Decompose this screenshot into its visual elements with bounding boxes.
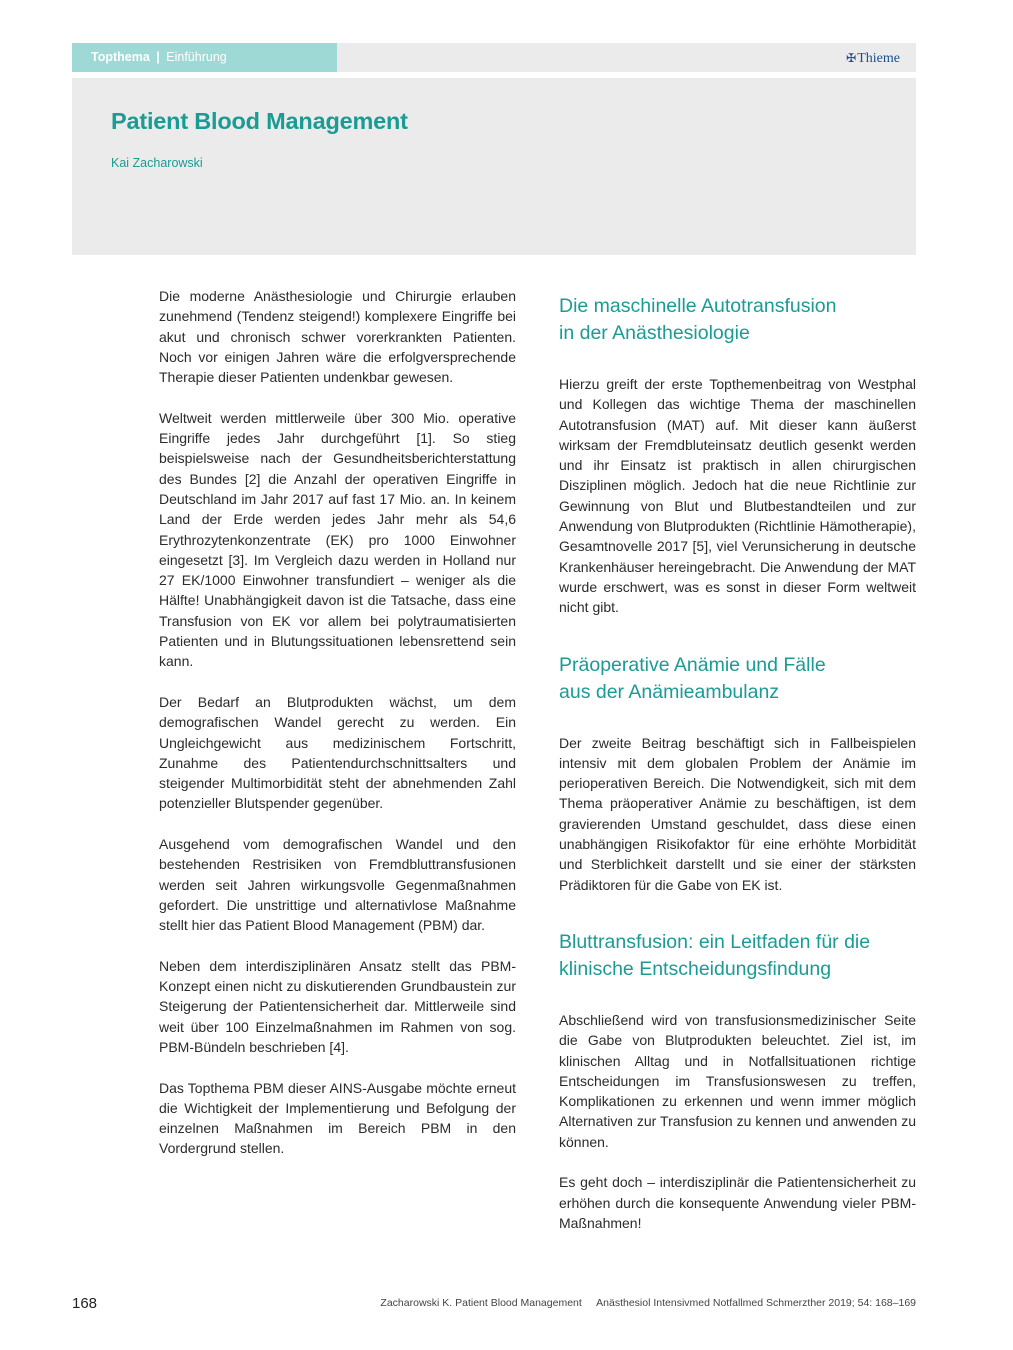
left-column xyxy=(159,286,516,1179)
citation-journal: Anästhesiol Intensivmed Notfallmed Schmerzther 2019; 54: 168–169 xyxy=(596,1297,916,1309)
section-label: Topthema xyxy=(91,50,150,64)
paragraph: Das Topthema PBM dieser AINS-Ausgabe möchte erneut die Wichtigkeit der Implementierung und Befolgung der einzelnen Maßnahmen im Bereich PBM in den Vordergrund stellen. xyxy=(159,1079,516,1157)
paragraph: Die moderne Anästhesiologie und Chirurgie erlauben zunehmend (Tendenz steigend!) komplexere Eingriffe bei akut und chronisch schwer vorerkrankten Patienten. Noch vor einigen Jahren wäre die erfolgversprechende Therapie dieser Patienten undenkbar gewesen. xyxy=(159,288,516,386)
article-title: Patient Blood Management xyxy=(111,108,408,134)
section-sublabel: Einführung xyxy=(166,50,227,64)
publisher-name: Thieme xyxy=(857,51,900,66)
section-separator: | xyxy=(156,50,160,64)
paragraph: Ausgehend vom demografischen Wandel und den bestehenden Restrisiken von Fremdbluttransfusionen werden seit Jahren wirkungsvolle Gegenmaßnahmen gefordert. Die unstrittige und alternativlose Maßnahme stellt hier das Patient Blood Management (PBM) dar. xyxy=(159,836,516,934)
paragraph: Weltweit werden mittlerweile über 300 Mio. operative Eingriffe jedes Jahr durchgeführt [1]. So stieg beispielsweise nach der Gesundheitsberichterstattung des Bundes [2] die Anzahl der operativen Eingriffe in Deutschland im Jahr 2017 auf fast 17 Mio. an. In keinem Land der Erde werden jedes Jahr mehr als 54,6 Erythrozytenkonzentrate (EK) pro 1000 Einwohner eingesetzt [3]. Im Vergleich dazu werden in Holland nur 27 EK/1000 Einwohner transfundiert – weniger als die Hälfte! Unabhängigkeit davon ist die Tatsache, dass eine Transfusion von EK vor allem bei polytraumatisierten Patienten und in Blutungssituationen lebensrettend sein kann. xyxy=(159,409,516,670)
section-heading xyxy=(559,293,916,347)
paragraph: Hierzu greift der erste Topthemenbeitrag von Westphal und Kollegen das wichtige Thema der maschinellen Autotransfusion (MAT) auf. Mit dieser kann äußerst wirksam der Fremdbluteinsatz deutlich gesenkt werden und ihr Einsatz ist praktisch in allen chirurgischen Disziplinen möglich. Jedoch hat die neue Richtlinie zur Gewinnung von Blut und Blutbestandteilen und zur Anwendung von Blutprodukten (Richtlinie Hämotherapie), Gesamtnovelle 2017 [5], viel Verunsicherung in deutsche Krankenhäuser hereingebracht. Die Anwendung der MAT wurde erschwert, was es sonst in dieser Form weltweit nicht gibt. xyxy=(559,376,916,616)
paragraph: Der Bedarf an Blutprodukten wächst, um dem demografischen Wandel gerecht zu werden. Ein Ungleichgewicht aus medizinischem Fortschritt, Zunahme des Patientendurchschnittsalters und steigender Multimorbidität steht der abnehmenden Zahl potenzieller Blutspender gegenüber. xyxy=(159,693,516,812)
header-bar xyxy=(337,43,916,72)
section-heading-line: Präoperative Anämie und Fälle xyxy=(559,653,826,676)
page-number: 168 xyxy=(72,1295,98,1312)
citation-author: Zacharowski K. xyxy=(380,1297,453,1309)
section-heading-line: in der Anästhesiologie xyxy=(559,322,750,344)
paragraph: Der zweite Beitrag beschäftigt sich in Fallbeispielen intensiv mit dem globalen Problem der Anämie im perioperativen Bereich. Die Notwendigkeit, sich mit dem Thema präoperativer Anämie zu beschäftigen, ist dem gravierenden Umstand geschuldet, dass diese einen unabhängigen Risikofaktor für eine erhöhte Morbidität und Sterblichkeit darstellt und sie einer der stärksten Prädiktoren für die Gabe von EK ist. xyxy=(559,734,916,893)
paragraph: Es geht doch – interdisziplinär die Patientensicherheit zu erhöhen durch die konsequente Anwendung vieler PBM-Maßnahmen! xyxy=(559,1174,916,1231)
thieme-crest-icon: ✠ xyxy=(846,51,857,65)
article-author: Kai Zacharowski xyxy=(111,156,203,170)
footer-citation xyxy=(380,1297,916,1309)
citation-title: Patient Blood Management xyxy=(455,1297,582,1309)
section-heading-line: Die maschinelle Autotransfusion xyxy=(559,295,837,317)
paragraph: Neben dem interdisziplinären Ansatz stellt das PBM-Konzept einen nicht zu diskutierenden Grundbaustein zur Steigerung der Patientensicherheit dar. Mittlerweile sind weit über 100 Einzelmaßnahmen im Rahmen von sog. PBM-Bündeln beschrieben [4]. xyxy=(159,957,516,1055)
section-tab xyxy=(72,43,337,72)
paragraph: Abschließend wird von transfusionsmedizinischer Seite die Gabe von Blutprodukten beleuchtet. Ziel ist, im klinischen Alltag und in Notfallsituationen richtige Entscheidungen im Transfusionswesen zu treffen, Komplikationen zu erkennen und wenn immer möglich Alternativen zur Transfusion zu kennen und anwenden zu können. xyxy=(559,1011,916,1150)
right-column xyxy=(559,293,916,1254)
section-heading xyxy=(559,929,916,983)
section-heading-line: aus der Anämieambulanz xyxy=(559,680,780,703)
publisher-logo xyxy=(846,43,900,72)
section-heading xyxy=(559,652,916,706)
section-heading-line: klinische Entscheidungsfindung xyxy=(559,957,832,980)
section-heading-line: Bluttransfusion: ein Leitfaden für die xyxy=(559,930,871,953)
